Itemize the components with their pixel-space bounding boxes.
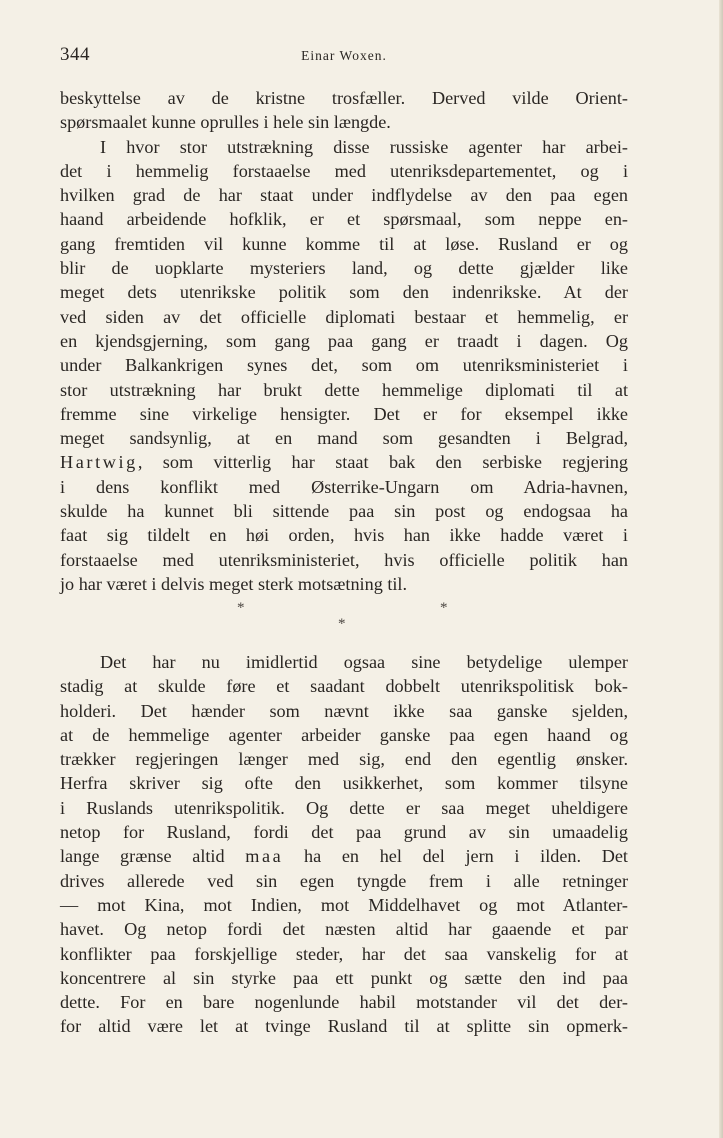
text-line: spørsmaalet kunne oprulles i hele sin længde.: [60, 112, 391, 133]
text-line: under Balkankrigen synes det, som om utenriksministeriet i: [60, 355, 628, 376]
spaced-name: Hartwig: [60, 452, 138, 473]
text-fragment: lange grænse altid: [60, 846, 225, 867]
paragraph-2: [60, 135, 628, 597]
text-line: en kjendsgjerning, som gang paa gang er traadt i dagen. Og: [60, 330, 628, 351]
text-line: forstaaelse med utenriksministeriet, hvis officielle politik han: [60, 549, 628, 570]
text-line: Herfra skriver sig ofte den usikkerhet, som kommer tilsyne: [60, 773, 628, 794]
text-line: for altid være let at tvinge Rusland til at splitte sin opmerk-: [60, 1016, 628, 1037]
text-line: at de hemmelige agenter arbeider ganske paa egen haand og: [60, 724, 628, 745]
text-line: trækker regjeringen længer med sig, end den egentlig ønsker.: [60, 749, 628, 770]
text-line-spaced-word: [60, 844, 628, 868]
text-line: meget sandsynlig, at en mand som gesandten i Belgrad,: [60, 428, 628, 449]
text-line: dette. For en bare nogenlunde habil motstander vil det der-: [60, 992, 628, 1013]
text-line: faat sig tildelt en høi orden, hvis han ikke hadde været i: [60, 525, 628, 546]
text-line: beskyttelse av de kristne trosfæller. Derved vilde Orient-: [60, 88, 628, 108]
text-line: holderi. Det hænder som nævnt ikke saa ganske sjelden,: [60, 700, 628, 721]
page-edge: [719, 0, 723, 1138]
text-line: — mot Kina, mot Indien, mot Middelhavet og mot Atlanter-: [60, 894, 628, 915]
text-line: det i hemmelig forstaaelse med utenriksdepartementet, og i: [60, 160, 628, 181]
text-line: stor utstrækning har brukt dette hemmelige diplomati til at: [60, 379, 628, 400]
text-fragment: , som vitterlig har staat bak den serbiske regjering: [137, 452, 628, 473]
asterisk-ornament: *: [237, 600, 245, 616]
text-line: hvilken grad de har staat under indflydelse av den paa egen: [60, 185, 628, 206]
text-line: koncentrere al sin styrke paa ett punkt og sætte den ind paa: [60, 967, 628, 988]
text-line: Det har nu imidlertid ogsaa sine betydelige ulemper: [100, 652, 628, 672]
text-line: konflikter paa forskjellige steder, har det saa vanskelig for at: [60, 943, 628, 964]
text-line: netop for Rusland, fordi det paa grund av sin umaadelig: [60, 822, 628, 843]
text-line: gang fremtiden vil kunne komme til at løse. Rusland er og: [60, 233, 628, 254]
text-line: meget dets utenrikske politik som den indenrikske. At der: [60, 282, 628, 303]
running-head: Einar Woxen.: [301, 48, 387, 63]
paragraph-1: [60, 86, 628, 135]
text-line: ved siden av det officielle diplomati bestaar et hemmelig, er: [60, 306, 628, 327]
paragraph-3: [60, 650, 628, 1039]
text-line: fremme sine virkelige hensigter. Det er for eksempel ikke: [60, 403, 628, 424]
spaced-word: maa: [245, 846, 284, 867]
text-line: skulde ha kunnet bli sittende paa sin post og endogsaa ha: [60, 501, 628, 522]
text-line: blir de uopklarte mysteriers land, og dette gjælder like: [60, 258, 628, 279]
text-line: havet. Og netop fordi det næsten altid har gaaende et par: [60, 919, 628, 940]
text-line-spaced-name: [60, 450, 628, 474]
asterisk-ornament: *: [338, 616, 346, 632]
section-separator: [60, 600, 628, 640]
page-number: 344: [60, 44, 90, 65]
page-header: [60, 44, 628, 74]
asterisk-ornament: *: [440, 600, 448, 616]
text-line: i dens konflikt med Østerrike-Ungarn om Adria-havnen,: [60, 476, 628, 497]
text-line: drives allerede ved sin egen tyngde frem i alle retninger: [60, 870, 628, 891]
text-line: I hvor stor utstrækning disse russiske agenter har arbei-: [100, 136, 628, 157]
text-line: jo har været i delvis meget sterk motsætning til.: [60, 573, 408, 594]
text-line: stadig at skulde føre et saadant dobbelt utenrikspolitisk bok-: [60, 676, 628, 697]
text-line: haand arbeidende hofklik, er et spørsmaal, som neppe en-: [60, 209, 628, 230]
text-fragment: ha en hel del jern i ilden. Det: [304, 846, 628, 867]
text-line: i Ruslands utenrikspolitik. Og dette er saa meget uheldigere: [60, 797, 628, 818]
